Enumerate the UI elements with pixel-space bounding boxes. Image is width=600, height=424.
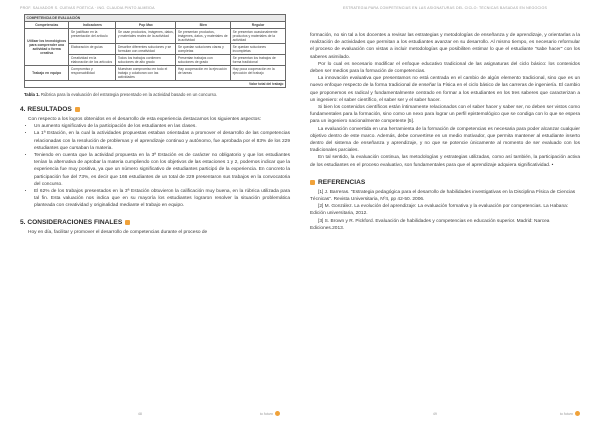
section-heading-results [20,106,290,113]
paragraph: La innovación evaluativa que presentamos no está centrada en el cambio de algún elemento tradicional, sino que es un nuevo enfoque respecto de la forma tradicional de enseñar la Física en el ciclo básico de las carreras de ingeniería. El cambio que proponemos es radical y fundamentalmente centrado en formar a los estudiantes en los tres saberes que caracterizan a un ingeniero: el saber científico, el saber ser y el saber hacer. [310,76,580,103]
section-title: 4. RESULTADOS [20,106,72,113]
table-cell: Hay cooperación en la ejecución de tareas [176,66,231,81]
brand [260,411,280,416]
section-heading-conclusions [20,219,290,226]
table-header: Bien [176,22,231,29]
table-cell: Presentan trabajos con soluciones de grado [176,55,231,66]
list-item: • Un aumento significativo de la participación de los estudiantes en las clases. [34,123,290,130]
brand-logo-icon [275,411,280,416]
references-list [310,189,580,232]
table-cell-competence: Trabajo en equipo [25,66,69,81]
section-title: REFERENCIAS [318,178,366,186]
brand-text: tu futuro [259,411,273,416]
brand-text: tu futuro [559,411,573,416]
table-cell: Se justifican en la presentación del artículo [69,29,116,44]
table-caption-row: COMPETENCIA DE EVALUACIÓN [25,15,286,22]
table-cell: Se presentan productos, imágenes, datos, y materiales de la actividad [176,29,231,44]
square-bullet-icon [125,220,130,225]
table-cell: Se quedan soluciones incompletas [231,44,286,55]
list-item: • La 1ª Estación, en la cual la actividades propuestas estaban orientadas a promover el desarrollo de las competencias relacionadas con la resolución de problemas y el aprendizaje continuo y autónomo, fue aprobada por el 83% de los 229 estudiantes que cursaban la materia. [34,130,290,152]
page-number: 49 [432,411,437,416]
list-item: • El 62% de los trabajos presentados en la 3ª Estación obtuvieron la calificación muy buena, en la rúbrica utilizada para tal fin. Esta valuación nos indica que en su mayoría los estudiantes lograron resolver la situación problemática planteada con creatividad y originalidad mediante el trabajo en equipo. [34,188,290,210]
paragraph: Por lo cual es necesario modificar el enfoque educativo tradicional de las asignaturas del ciclo básico: los contenidos deben ser medios para la formación de competencias. [310,61,580,75]
paragraph: formación, no sin tal a los docentes a revisar las estrategias y metodologías de enseñanza y de aprendizaje, y orientarlas a la realización de actividades que permitan a los estudiantes avanzar en su desarrollo. Al mismo tiempo, es necesario reformular el proceso de evaluación con vistas a incluir metodologías que posibiliten estimar lo que el estudiante "sabe hacer" con los saberes asimilado. [310,33,580,60]
table-cell: Describe diferentes soluciones y se formulan con creatividad [116,44,176,55]
results-list [20,123,290,209]
table-cell: Compromiso y responsabilidad [69,66,116,81]
table-cell: Se usan productos, imágenes, datos, y materiales reales de la actividad [116,29,176,44]
table-caption [24,92,290,97]
table-header: Competencias [25,22,69,29]
table-cell: Se presentan los trabajos de forma tradicional [231,55,286,66]
running-head: ESTRATEGIA PARA COMPETENCIAS EN LAS ASIGNATURAS DEL CICLO: TÉCNICAS BASADAS EN NEGOCIOS [342,6,548,10]
running-head: PROF. SALVADOR S. CUEVAS POÉTICA · ING. CLAUDIA PINTO ALMEIDA [20,6,155,10]
reference-item: [3] S. Brown y R. Pickford. Evaluación de habilidades y competencias en educación superior. Madrid: Narcea Ediciones.2013. [310,218,550,231]
page-footer [300,411,600,416]
page-footer [0,411,300,416]
list-item: • Teniendo en cuenta que la actividad propuesta en la 3ª Estación es de carácter no obligatorio y que los estudiantes tenían la alternativa de aprobar la materia cumpliendo con los objetivos de las estaciones 1 y 2, podemos indicar que la experiencia fue muy positiva, ya que un número significativo de estudiantes participó de la experiencia. En concreto la participación fue del 73%, es decir que 166 estudiantes de un total de 229 presentaron sus trabajos en la convocatoria del concurso. [34,152,290,188]
table-cell: Hay poca cooperación en la ejecución del trabajo [231,66,286,81]
paragraph: La evaluación convertida en una herramienta de la formación de competencias es necesaria para poder alcanzar cualquier objetivo dentro de este marco. Además, debe convertirse en un medio motivador, que permita mantener al estudiante inserto dentro del sistema de enseñanza y aprendizaje, y no que se potencie únicamente al momento de ser evaluado con los tradicionales parciales. [310,126,580,154]
table-cell: Todos los trabajos contienen soluciones de alto grado [116,55,176,66]
right-page [300,0,600,424]
table-cell: Elaboración de guías [69,44,116,55]
table-cell: Se quedan soluciones claras y completas [176,44,231,55]
table-header: Indicadores [69,22,116,29]
paragraph: En tal sentido, la evaluación continua, las metodologías y estrategias utilizadas, como así también, la participación activa de los estudiantes en el proceso evaluativo, son fundamentales para que el aprendizaje adquiera significatividad. • [310,155,580,168]
table-cell-competence: Utilizar los tecnológicos para comprender una actividad o forma creativa [25,29,69,66]
caption-text: Rúbrica para la evaluación del estrategia presentado en la actividad basado en un concurso. [40,92,218,97]
table-row [25,66,286,81]
reference-item: [1] J. Barreras. "Estrategia pedagógica para el desarrollo de habilidades investigativas en la Disciplina Física de Ciencias Técnicas". Revista Universitaria, Nº4, pp 42-50. 2006. [310,189,576,203]
caption-label: Tabla 1. [24,92,40,97]
table-footer: Valor total del trabajo [25,81,286,88]
table-cell: Se presentan ocasionalmente productos y materiales de la actividad [231,29,286,44]
section-heading-references [310,179,580,186]
table-cell: Creatividad en la elaboración de los artículos [69,55,116,66]
table-row [25,29,286,44]
page-number: 48 [137,411,142,416]
reference-item: [2] M. González. La evolución del aprendizaje: La evaluación formativa y la evaluación por competencias. La Habana: Edición universitaria, 2012. [310,204,569,217]
square-bullet-icon [75,107,80,112]
rubric-table [24,14,286,88]
brand-logo-icon [575,411,580,416]
square-bullet-icon [310,180,315,185]
table-cell: Muestran compromiso en todo el trabajo y colaboran con las actividades [116,66,176,81]
brand [560,411,580,416]
paragraph: Con respecto a los logros obtenidos en el desarrollo de esta experiencia destacamos los siguientes aspectos: [28,117,262,122]
paragraph: Si bien los contenidos científicos están íntimamente relacionados con el saber hacer y saber ser, no deben ser vistos como fundamentales para la formación, sino como un nexo para lograr un perfil epistemológico que se condiga con lo que se espera para un ingeniero nacionalmente competente [5]. [310,105,580,125]
section-title: 5. CONSIDERACIONES FINALES [20,218,123,226]
table-header: Pop Max [116,22,176,29]
paragraph: Hoy en día, facilitar y promover el desarrollo de competencias durante el proceso de [28,229,208,235]
table-header: Regular [231,22,286,29]
